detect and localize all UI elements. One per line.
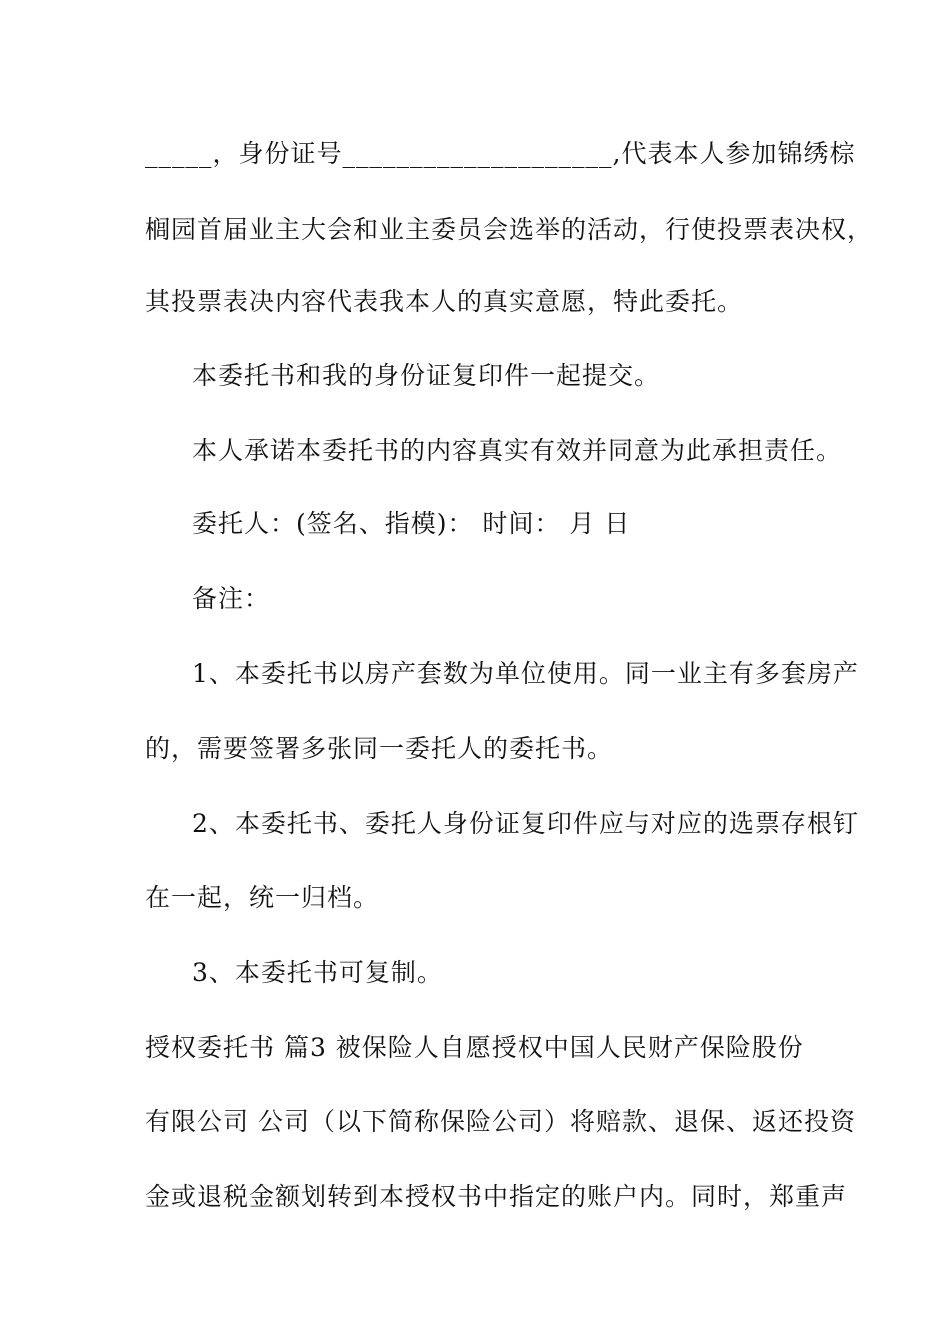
- notes-heading: 备注：: [192, 584, 271, 613]
- note-1-line-1: 1、本委托书以房产套数为单位使用。同一业主有多套房产: [192, 659, 859, 688]
- note-2-line-2: 在一起，统一归档。: [145, 883, 380, 912]
- note-1-line-2: 的，需要签署多张同一委托人的委托书。: [145, 734, 614, 763]
- paragraph-line-1: [145, 134, 856, 174]
- section-3-line-1: 授权委托书 篇3 被保险人自愿授权中国人民财产保险股份: [145, 1033, 804, 1062]
- note-2-line-1: 2、本委托书、委托人身份证复印件应与对应的选票存根钉: [192, 809, 859, 838]
- paragraph-line-2: 榈园首届业主大会和业主委员会选举的活动，行使投票表决权，: [145, 215, 874, 244]
- section-3-line-2: 有限公司 公司（以下简称保险公司）将赔款、退保、返还投资: [145, 1107, 856, 1136]
- paragraph-line-5: 本人承诺本委托书的内容真实有效并同意为此承担责任。: [192, 436, 843, 465]
- note-3: 3、本委托书可复制。: [192, 958, 443, 987]
- line-text: ,代表本人参加锦绣棕: [612, 139, 856, 168]
- paragraph-line-4: 本委托书和我的身份证复印件一起提交。: [192, 361, 661, 390]
- section-3-line-3: 金或退税金额划转到本授权书中指定的账户内。同时，郑重声: [145, 1182, 848, 1211]
- paragraph-line-3: 其投票表决内容代表我本人的真实意愿，特此委托。: [145, 287, 744, 316]
- name-blank: _____: [145, 139, 213, 168]
- signature-line: 委托人：(签名、指模)： 时间： 月 日: [192, 509, 631, 538]
- line-text: ，身份证号: [212, 139, 343, 168]
- id-number-blank: ____________________: [342, 139, 613, 168]
